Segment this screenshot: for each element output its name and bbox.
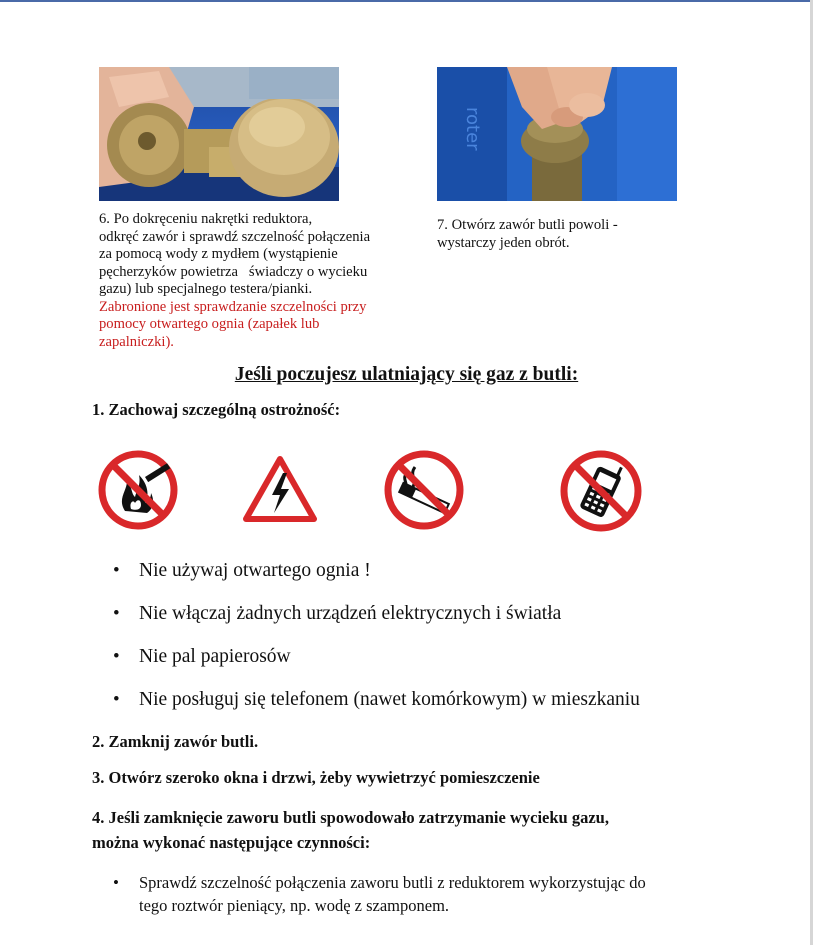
step-2-heading: 2. Zamknij zawór butli. (92, 732, 259, 751)
caption-step-6 (99, 211, 409, 351)
step-1-heading: 1. Zachowaj szczególną ostrożność: (92, 400, 341, 419)
warning-line: zapalniczki). (99, 333, 174, 350)
warning-line: pomocy otwartego ognia (zapałek lub (99, 316, 320, 332)
caption-line: wystarczy jeden obrót. (437, 234, 570, 251)
precautions-list (113, 557, 640, 729)
caption-line: za pomocą wody z mydłem (wystąpienie (99, 246, 338, 262)
warning-line: Zabronione jest sprawdzanie szczelności przy (99, 298, 367, 315)
list-item-line: • Sprawdź szczelność połączenia zaworu butli z reduktorem wykorzystując do (139, 873, 646, 892)
caption-step-7 (437, 217, 677, 252)
step-4-line: można wykonać następujące czynności: (92, 833, 371, 852)
electric-hazard-icon (243, 455, 317, 528)
list-item: • Nie pal papierosów (113, 643, 640, 686)
caption-line: odkręć zawór i sprawdź szczelność połączenia (99, 228, 371, 245)
valve-reducer-photo (99, 67, 339, 201)
svg-text:roter: roter (462, 107, 483, 151)
list-item: • Nie włączaj żadnych urządzeń elektrycznych i światła (113, 600, 640, 643)
caption-line: pęcherzyków powietrza świadczy o wycieku (99, 263, 368, 280)
step-3-heading: 3. Otwórz szeroko okna i drzwi, żeby wywietrzyć pomieszczenie (92, 768, 540, 787)
step-4-line: 4. Jeśli zamknięcie zaworu butli spowodowało zatrzymanie wycieku gazu, (92, 808, 609, 827)
caption-line: gazu) lub specjalnego testera/pianki. (99, 281, 313, 297)
no-open-flame-icon (97, 447, 179, 538)
step-4-actions-list (113, 872, 733, 917)
caption-line: 7. Otwórz zawór butli powoli - (437, 217, 618, 233)
no-smoking-icon (383, 447, 465, 538)
valve-turn-photo (437, 67, 677, 201)
page-top-border (0, 0, 813, 2)
step-4-heading (92, 805, 609, 855)
list-item (113, 872, 733, 917)
gas-leak-heading: Jeśli poczujesz ulatniający się gaz z butli: (234, 364, 579, 385)
list-item: • Nie używaj otwartego ognia ! (113, 557, 640, 600)
caption-line: 6. Po dokręceniu nakrętki reduktora, (99, 211, 313, 227)
no-mobile-phone-icon (558, 447, 644, 540)
list-item: • Nie posługuj się telefonem (nawet komórkowym) w mieszkaniu (113, 686, 640, 729)
list-item-line: tego roztwór pieniący, np. wodę z szamponem. (139, 895, 450, 915)
